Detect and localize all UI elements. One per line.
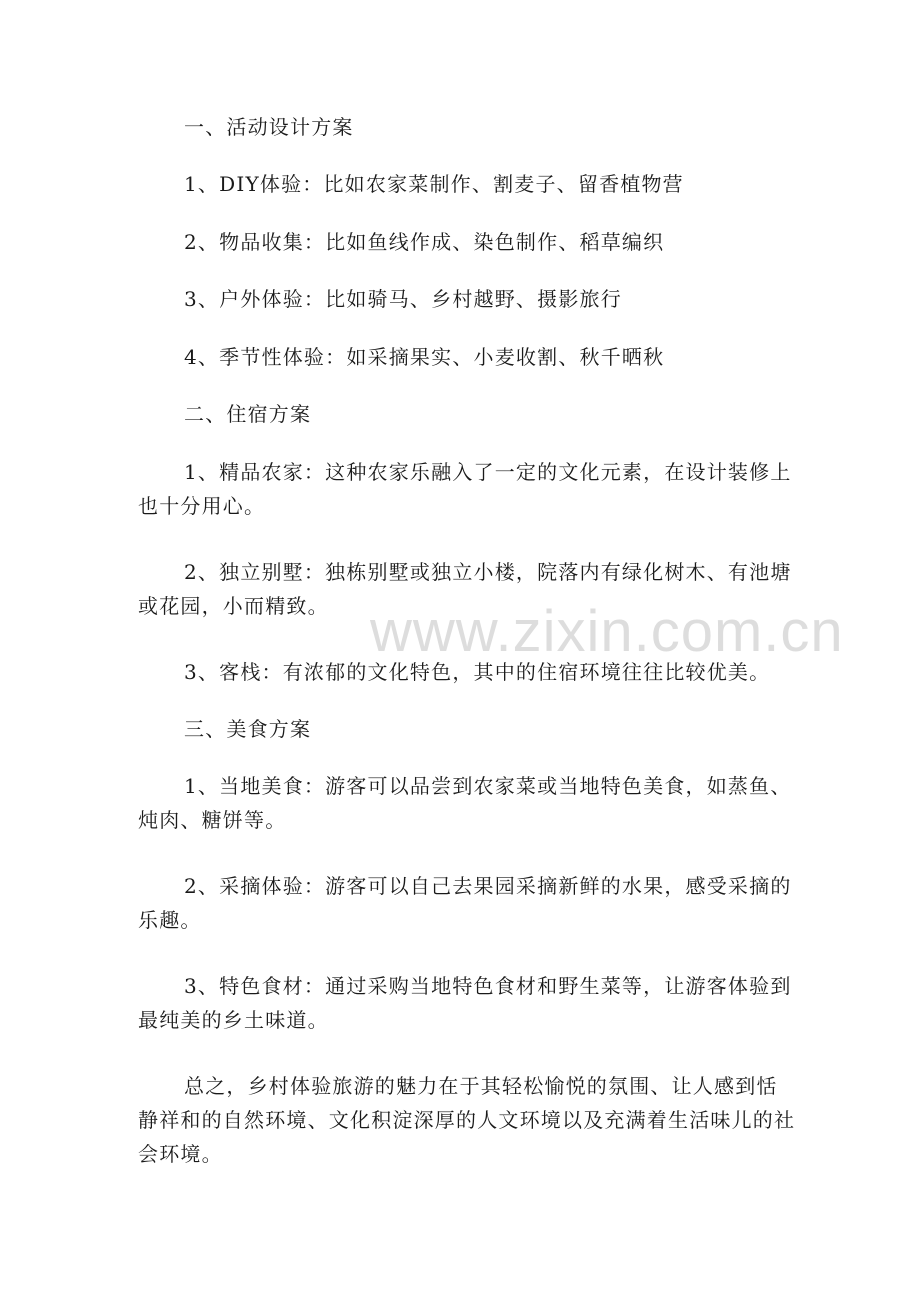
paragraph-local-food: 1、当地美食：游客可以品尝到农家菜或当地特色美食，如蒸鱼、炖肉、糖饼等。	[138, 774, 792, 832]
paragraph-boutique-farmhouse: 1、精品农家：这种农家乐融入了一定的文化元素，在设计装修上也十分用心。	[138, 460, 792, 518]
paragraph-picking-experience: 2、采摘体验：游客可以自己去果园采摘新鲜的水果，感受采摘的乐趣。	[138, 874, 792, 932]
paragraph-special-ingredients: 3、特色食材：通过采购当地特色食材和野生菜等，让游客体验到最纯美的乡土味道。	[138, 974, 792, 1032]
paragraph-conclusion: 总之，乡村体验旅游的魅力在于其轻松愉悦的氛围、让人感到恬静祥和的自然环境、文化积淀深厚的人文环境以及充满着生活味儿的社会环境。	[138, 1074, 796, 1166]
section-heading-lodging: 二、住宿方案	[184, 402, 312, 426]
paragraph-seasonal-experience: 4、季节性体验：如采摘果实、小麦收割、秋千晒秋	[184, 345, 665, 369]
paragraph-villa: 2、独立别墅：独栋别墅或独立小楼，院落内有绿化树木、有池塘或花园，小而精致。	[138, 560, 792, 618]
paragraph-diy-experience: 1、DIY体验：比如农家菜制作、割麦子、留香植物营	[184, 172, 684, 196]
paragraph-inn: 3、客栈：有浓郁的文化特色，其中的住宿环境往往比较优美。	[184, 660, 771, 684]
paragraph-item-collection: 2、物品收集：比如鱼线作成、染色制作、稻草编织	[184, 230, 665, 254]
paragraph-outdoor-experience: 3、户外体验：比如骑马、乡村越野、摄影旅行	[184, 287, 622, 311]
watermark: www.zixin.com.cn	[370, 599, 844, 664]
section-heading-activity: 一、活动设计方案	[184, 115, 354, 139]
section-heading-food: 三、美食方案	[184, 717, 312, 741]
